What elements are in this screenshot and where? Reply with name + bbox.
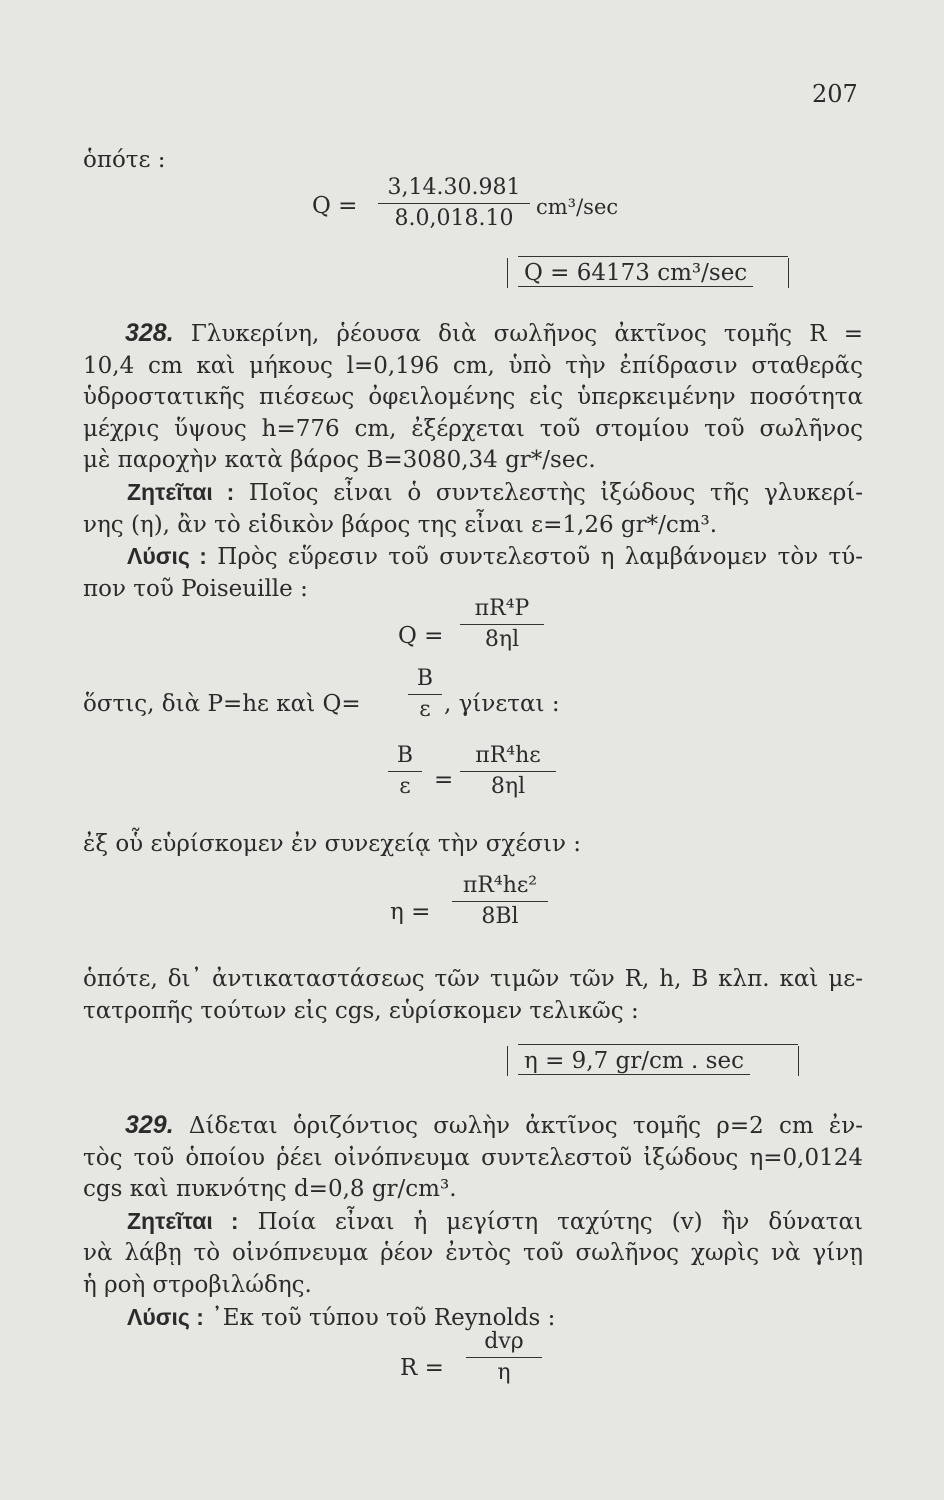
problem-328-number: 328.: [125, 319, 174, 347]
eq2-rhs-fraction: [460, 742, 556, 801]
ostis-denominator: ε: [419, 697, 431, 722]
poiseuille-fraction: [460, 595, 544, 654]
result-box-flow: [507, 258, 789, 288]
intro-text: ὁπότε :: [83, 147, 166, 173]
eq1-fraction: [378, 174, 530, 233]
poiseuille-lhs: Q =: [398, 623, 444, 649]
result-box-viscosity: [507, 1046, 799, 1076]
solution-label-328: Λύσις :: [127, 543, 207, 570]
asked-328-line-2: νης (η), ἂν τὸ εἰδικὸν βάρος της εἶναι ε=1,26 gr*/cm³.: [83, 511, 718, 538]
eq1-lhs: Q =: [312, 193, 358, 219]
solution-label-329: Λύσις :: [127, 1303, 204, 1330]
ostis-fraction: [408, 665, 442, 724]
problem-329-number: 329.: [125, 1111, 174, 1139]
problem-328-line-5: μὲ παροχὴν κατὰ βάρος B=3080,34 gr*/sec.: [83, 447, 596, 474]
reynolds-numerator: dvρ: [484, 1329, 524, 1354]
page-number: 207: [812, 80, 858, 108]
asked-label-329: Ζητεῖται :: [127, 1207, 239, 1234]
problem-329-line-2: τὸς τοῦ ὁποίου ῥέει οἰνόπνευμα συντελεστοῦ ἰξώδους η=0,0124: [83, 1144, 863, 1171]
eq3-fraction: [452, 872, 548, 931]
result-viscosity: η = 9,7 gr/cm . sec: [518, 1048, 750, 1075]
problem-329-line-3: cgs καὶ πυκνότης d=0,8 gr/cm³.: [83, 1176, 457, 1203]
asked-label-328: Ζητεῖται :: [127, 478, 235, 505]
ostis-numerator: B: [416, 666, 434, 691]
problem-329-line-1: Δίδεται ὁριζόντιος σωλὴν ἀκτῖνος τομῆς ρ=2 cm ἐν-: [188, 1113, 863, 1139]
reynolds-fraction: [466, 1328, 542, 1387]
problem-328-line-4: μέχρις ὕψους h=776 cm, ἐξέρχεται τοῦ στομίου τοῦ σωλῆνος: [83, 415, 863, 442]
eq1-numerator: 3,14.30.981: [387, 175, 521, 200]
eq2-rhs-denominator: 8ηl: [490, 774, 526, 799]
asked-329-line-1: Ποία εἶναι ἡ μεγίστη ταχύτης (v) ἣν δύναται: [257, 1208, 864, 1235]
solution-328-line-2: πον τοῦ Poiseuille :: [83, 575, 308, 602]
eq2-lhs-denominator: ε: [399, 774, 411, 799]
eq2-lhs-numerator: B: [396, 743, 414, 768]
problem-328: [83, 318, 863, 605]
asked-328-line-1: Ποῖος εἶναι ὁ συντελεστὴς ἰξώδους τῆς γλυκερί-: [248, 479, 864, 506]
eq2-equals: =: [434, 767, 454, 793]
ostis-text: ὅστις, διὰ P=hε καὶ Q=: [83, 691, 361, 717]
problem-328-line-2: 10,4 cm καὶ μήκους l=0,196 cm, ὑπὸ τὴν ἐπίδρασιν σταθερᾶς: [83, 352, 863, 379]
eq3-lhs: η =: [390, 899, 431, 925]
problem-328-line-3: ὑδροστατικῆς πιέσεως ὀφειλομένης εἰς ὑπερκειμένην ποσότητα: [83, 384, 863, 411]
reynolds-denominator: η: [497, 1360, 511, 1385]
eq1-denominator: 8.0,018.10: [394, 206, 514, 231]
result-flow: Q = 64173 cm³/sec: [518, 260, 753, 287]
eq3-denominator: 8Bl: [481, 904, 519, 929]
eq1-unit: cm³/sec: [536, 195, 619, 219]
ostis-tail: , γίνεται :: [444, 691, 560, 717]
solution-329-line-1: ᾿Εκ τοῦ τύπου τοῦ Reynolds :: [211, 1304, 556, 1331]
poiseuille-numerator: πR⁴P: [474, 596, 530, 621]
asked-329-line-2: νὰ λάβῃ τὸ οἰνόπνευμα ῥέον ἐντὸς τοῦ σωλῆνος χωρὶς νὰ γίνῃ: [83, 1240, 863, 1267]
poiseuille-denominator: 8ηl: [484, 627, 520, 652]
final-paragraph: [83, 964, 863, 1027]
derivation-text: ἐξ οὗ εὑρίσκομεν ἐν συνεχείᾳ τὴν σχέσιν :: [83, 831, 582, 857]
eq2-lhs-fraction: [388, 742, 422, 801]
eq2-rhs-numerator: πR⁴hε: [475, 743, 541, 768]
reynolds-lhs: R =: [400, 1355, 444, 1381]
asked-329-line-3: ἡ ροὴ στροβιλώδης.: [83, 1271, 312, 1298]
problem-328-line-1: Γλυκερίνη, ῥέουσα διὰ σωλῆνος ἀκτῖνος τομῆς R =: [190, 321, 863, 347]
eq3-numerator: πR⁴hε²: [462, 873, 538, 898]
final-line-1: ὁπότε, δι᾽ ἀντικαταστάσεως τῶν τιμῶν τῶν R, h, B κλπ. καὶ με-: [83, 966, 863, 992]
solution-328-line-1: Πρὸς εὕρεσιν τοῦ συντελεστοῦ η λαμβάνομεν τὸν τύ-: [217, 544, 864, 571]
problem-329: [83, 1110, 863, 1334]
final-line-2: τατροπῆς τούτων εἰς cgs, εὑρίσκομεν τελικῶς :: [83, 997, 639, 1024]
